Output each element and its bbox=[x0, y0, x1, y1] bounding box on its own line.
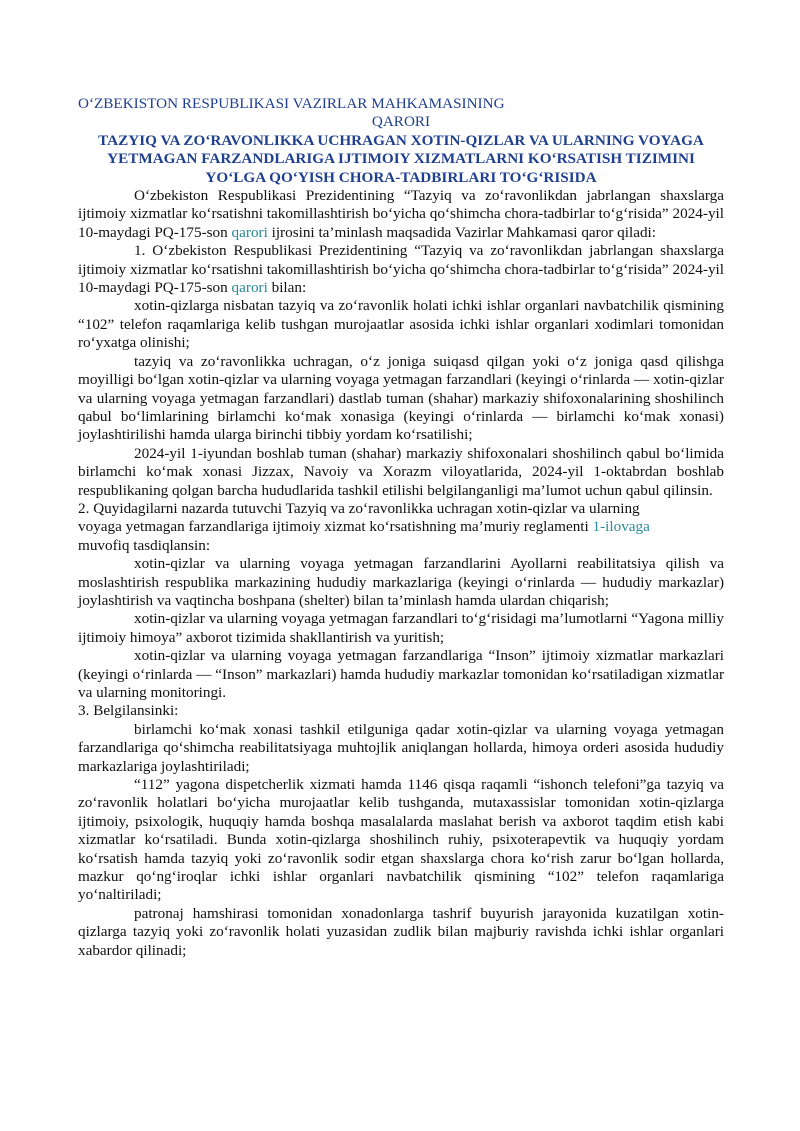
item-3-heading: 3. Belgilansinki: bbox=[78, 702, 179, 720]
item-3-sub-3: patronaj hamshirasi tomonidan xonadonlarga tashrif buyurish jarayonida kuzatilgan xotin-qizlarga tazyiq yoki zo‘ravonlik holati yuzasidan zudlik bilan majburiy ravishda ichki ishlar organlari xabardor qilinadi; bbox=[78, 904, 724, 959]
qarori-link[interactable]: qarori bbox=[231, 223, 268, 241]
item-2-line-1: 2. Quyidagilarni nazarda tutuvchi Tazyiq va zo‘ravonlikka uchragan xotin-qizlar va ularning bbox=[78, 499, 640, 517]
document-type: QARORI bbox=[371, 113, 431, 131]
intro-text-before: O‘zbekiston Respublikasi Prezidentining “Tazyiq va zo‘ravonlikdan jabrlangan shaxslarga ijtimoiy xizmatlar ko‘rsatishni takomillashtirish bo‘yicha qo‘shimcha chora-tadbirlar to‘g‘risida” 2024-yil 10-maydagi PQ-175-son bbox=[78, 187, 724, 241]
intro-text-after: ijrosini ta’minlash maqsadida Vazirlar Mahkamasi qaror qiladi: bbox=[267, 223, 656, 241]
issuing-organization: O‘ZBEKISTON RESPUBLIKASI VAZIRLAR MAHKAMASINING bbox=[78, 95, 505, 112]
intro-paragraph bbox=[78, 187, 724, 242]
item-1-sub-1: xotin-qizlarga nisbatan tazyiq va zo‘ravonlik holati ichki ishlar organlari navbatchilik qismining “102” telefon raqamlariga kelib tushgan murojaatlar asosida ichki ishlar organlari xodimlari tomonidan ro‘yxatga olinishi; bbox=[78, 297, 724, 352]
item-1-text-after: bilan: bbox=[267, 279, 307, 297]
document-page bbox=[78, 95, 724, 960]
item-2-line-2-text: voyaga yetmagan farzandlariga ijtimoiy xizmat ko‘rsatishning ma’muriy reglamenti bbox=[78, 518, 593, 536]
qarori-link-2[interactable]: qarori bbox=[231, 279, 268, 297]
item-1-sub-3: 2024-yil 1-iyundan boshlab tuman (shahar) markaziy shifoxonalari shoshilinch qabul bo‘limida birlamchi ko‘mak xonasi Jizzax, Navoiy va Xorazm viloyatlarida, 2024-yil 1-oktabrdan boshlab respublikaning qolgan barcha hududlarida tashkil etilishi belgilanganligi ma’lumot uchun qabul qilinsin. bbox=[78, 444, 724, 499]
ilova-link[interactable]: 1-ilovaga bbox=[592, 518, 650, 536]
item-2-sub-3: xotin-qizlar va ularning voyaga yetmagan farzandlariga “Inson” ijtimoiy xizmatlar markazlari (keyingi o‘rinlarda — “Inson” markazlari) hamda hududiy markazlar tomonidan ko‘rsatiladigan xizmatlar va ularning monitoringi. bbox=[78, 647, 724, 701]
item-2-sub-2: xotin-qizlar va ularning voyaga yetmagan farzandlari to‘g‘risidagi ma’lumotlarni “Yagona milliy ijtimoiy himoya” axborot tizimida shakllantirish va yuritish; bbox=[78, 610, 724, 646]
item-2-line-3: muvofiq tasdiqlansin: bbox=[78, 536, 211, 554]
item-1-paragraph bbox=[78, 242, 724, 297]
item-3-sub-1: birlamchi ko‘mak xonasi tashkil etilguniga qadar xotin-qizlar va ularning voyaga yetmagan farzandlariga qo‘shimcha reabilitatsiyaga muhtojlik aniqlangan hollarda, himoya orderi asosida hududiy markazlariga joylashtiriladi; bbox=[78, 720, 724, 775]
item-1-sub-2: tazyiq va zo‘ravonlikka uchragan, o‘z joniga suiqasd qilgan yoki o‘z joniga qasd qilishga moyilligi bo‘lgan xotin-qizlar va ularning voyaga yetmagan farzandlari (keyingi o‘rinlarda — xotin-qizlar va ularning voyaga yetmagan farzandlari) dastlab tuman (shahar) markaziy shifoxonalarining shoshilinch qabul bo‘limlarining birlamchi ko‘mak xonasiga (keyingi o‘rinlarda — birlamchi ko‘mak xonasi) joylashtirilishi hamda ularga birinchi tibbiy yordam ko‘rsatilishi; bbox=[78, 352, 724, 444]
item-3-sub-2: “112” yagona dispetcherlik xizmati hamda 1146 qisqa raqamli “ishonch telefoni”ga tazyiq va zo‘ravonlik holatlari bo‘yicha murojaatlar kelib tushganda, mutaxassislar tomonidan xotin-qizlarga ijtimoiy, psixologik, huquqiy hamda boshqa masalalarda maslahat berish va axborot taqdim etish kabi xizmatlar ko‘rsatiladi. Bunda xotin-qizlarga shoshilinch ruhiy, psixoterapevtik va huquqiy yordam ko‘rsatish hamda tazyiq yoki zo‘ravonlik sodir etgan shaxslarga chora ko‘rish zarur bo‘lgan hollarda, mazkur qo‘ng‘iroqlar ichki ishlar organlari navbatchilik qismining “102” telefon raqamlariga yo‘naltiriladi; bbox=[78, 776, 724, 904]
item-2-sub-1: xotin-qizlar va ularning voyaga yetmagan farzandlarini Ayollarni reabilitatsiya qilish va moslashtirish respublika markazining hududiy markazlariga (keyingi o‘rinlarda — hududiy markazlar) joylashtirish va vaqtincha boshpana (shelter) bilan ta’minlash hamda ulardan chiqarish; bbox=[78, 555, 724, 609]
item-2-line-2 bbox=[78, 518, 724, 536]
document-title: TAZYIQ VA ZO‘RAVONLIKKA UCHRAGAN XOTIN-QIZLAR VA ULARNING VOYAGA YETMAGAN FARZANDLARIGA IJTIMOIY XIZMATLARNI KO‘RSATISH TIZIMINI YO‘LGA QO‘YISH CHORA-TADBIRLARI TO‘G‘RISIDA bbox=[98, 131, 704, 186]
item-1-text-before: 1. O‘zbekiston Respublikasi Prezidentining “Tazyiq va zo‘ravonlikdan jabrlangan shaxslarga ijtimoiy xizmatlar ko‘rsatishni takomillashtirish bo‘yicha qo‘shimcha chora-tadbirlar to‘g‘risida” 2024-yil 10-maydagi PQ-175-son bbox=[78, 242, 724, 297]
